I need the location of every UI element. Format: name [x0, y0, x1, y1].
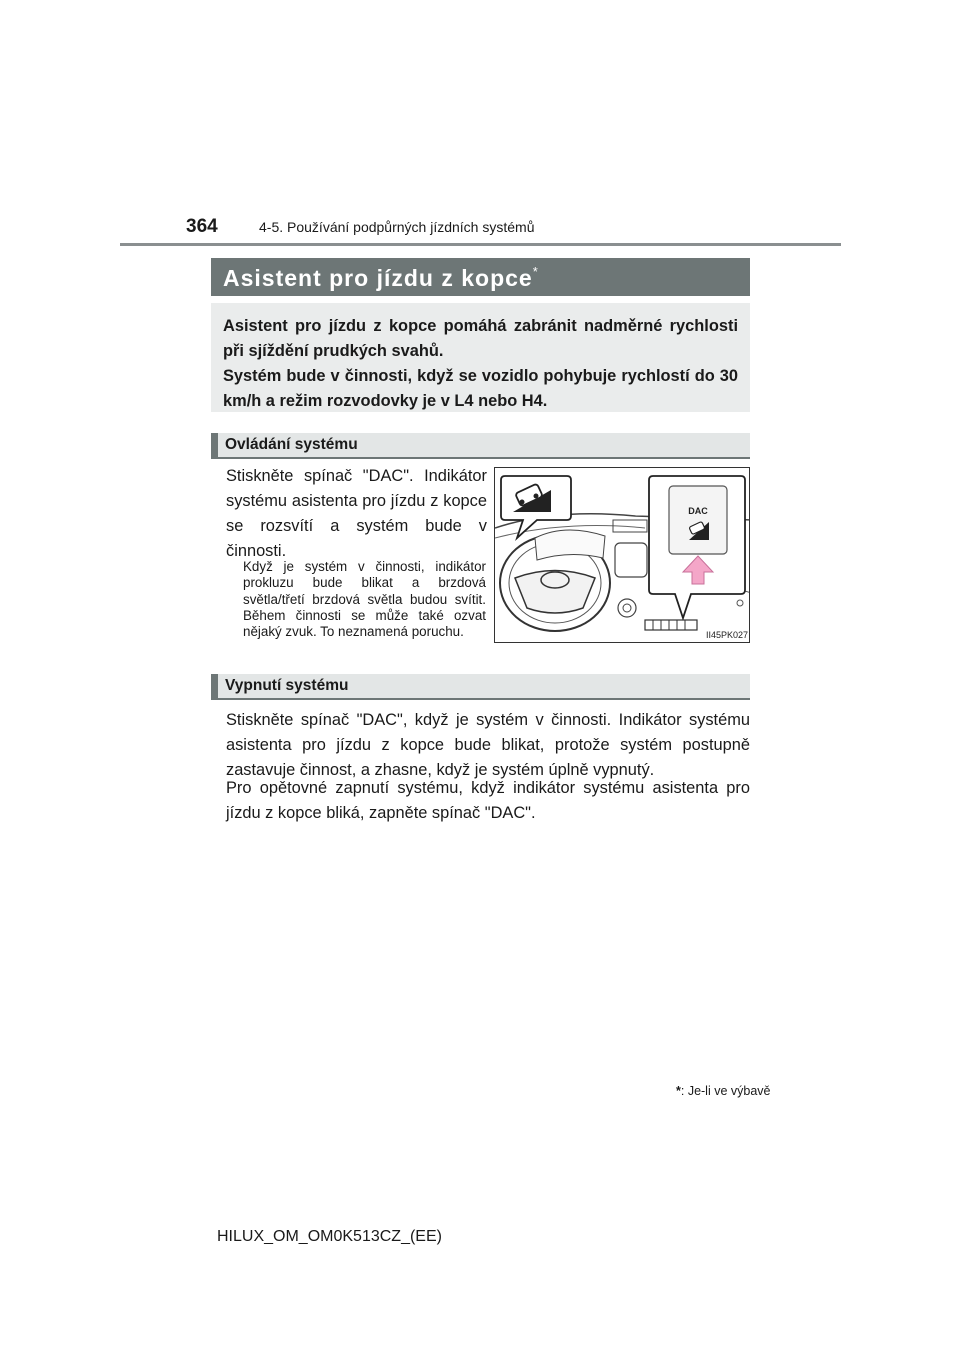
operation-note: Když je systém v činnosti, indikátor prokluzu bude blikat a brzdová světla/třetí brzdová světla budou svítit. Během činnosti se může také ozvat nějaký zvuk. To neznamená poruchu.: [243, 559, 486, 640]
chapter-title: 4-5. Používání podpůrných jízdních systémů: [259, 219, 535, 235]
section-heading-deactivation: Vypnutí systému: [211, 674, 750, 700]
dac-switch-label: DAC: [688, 506, 708, 516]
deactivation-text: Stiskněte spínač "DAC", když je systém v činnosti. Indikátor systému asistenta pro jízdu z kopce bude blikat, protože systém postupně zastavuje činnost, a zhasne, když je systém úplně vypnutý.: [226, 711, 750, 779]
operation-text: Stiskněte spínač "DAC". Indikátor systému asistenta pro jízdu z kopce se rozsvítí a systém bude v činnosti.: [226, 467, 487, 560]
page-title: Asistent pro jízdu z kopce: [223, 265, 533, 291]
page-number: 364: [186, 216, 218, 237]
footnote: [676, 1084, 771, 1098]
dac-switch-illustration: [494, 467, 750, 643]
illustration-code: II45PK027: [705, 630, 749, 640]
intro-box: [211, 303, 750, 412]
reactivation-text: Pro opětovné zapnutí systému, když indikátor systému asistenta pro jízdu z kopce bliká, zapněte spínač "DAC".: [226, 779, 750, 822]
section-title-bar: [211, 258, 750, 296]
footnote-text: : Je-li ve výbavě: [680, 1084, 771, 1098]
header-rule: [120, 243, 841, 246]
optional-equipment-marker: *: [532, 264, 539, 279]
section-heading-operation: Ovládání systému: [211, 433, 750, 459]
dashboard-drawing: [495, 468, 750, 643]
footnote-marker: *: [676, 1084, 681, 1098]
intro-line-2: Systém bude v činnosti, když se vozidlo pohybuje rychlostí do 30 km/h a režim rozvodovky je v L4 nebo H4.: [223, 367, 738, 410]
intro-line-1: Asistent pro jízdu z kopce pomáhá zabránit nadměrné rychlosti při sjíždění prudkých svahů.: [223, 317, 738, 360]
document-code: HILUX_OM_OM0K513CZ_(EE): [217, 1228, 442, 1245]
